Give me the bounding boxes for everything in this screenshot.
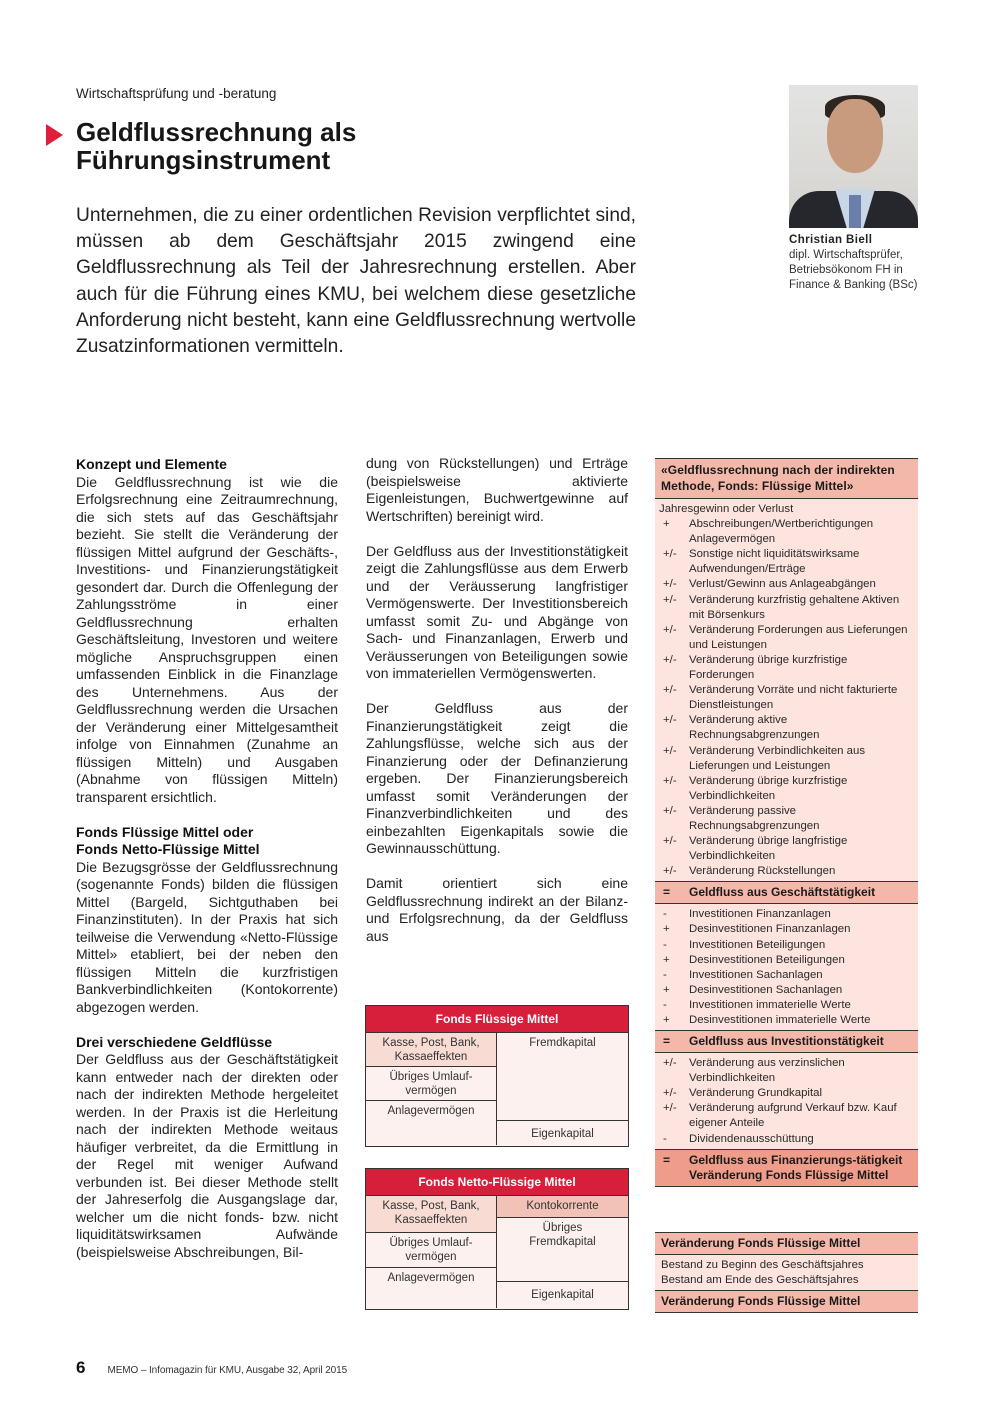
financing-section — [655, 1053, 918, 1149]
article-column-1 — [76, 456, 338, 1261]
table-row: - Investitionen Beteiligungen — [663, 938, 826, 951]
table-row: +/- Veränderung Forderungen aus Lieferungen und Leistungen — [663, 623, 908, 651]
table-row: - Dividendenausschüttung — [663, 1132, 814, 1145]
fund-change-table — [655, 1232, 918, 1313]
paragraph: Der Geldfluss aus der Investitionstätigkeit zeigt die Zahlungsflüsse aus dem Erwerb und der Veräusserung langfristiger Vermögenswerte. Der Investitionsbereich umfasst somit Zu- und Abgänge von Sach- und Finanzanlagen, Erwerb und Veräusserungen von Beteiligungen sowie von immateriellen Vermögenswerten. — [366, 542, 628, 681]
table-row: - Investitionen Sachanlagen — [663, 968, 823, 981]
table-row: + Desinvestitionen Beteiligungen — [663, 953, 845, 966]
fund-cell: Übriges Fremdkapital — [497, 1218, 628, 1282]
fund-cell: Anlagevermögen — [387, 1272, 475, 1284]
fund-change-title: Veränderung Fonds Flüssige Mittel — [655, 1232, 918, 1255]
fund-cell: Anlagevermögen — [387, 1105, 475, 1117]
table-row: +/- Veränderung Rückstellungen — [663, 865, 836, 878]
cashflow-indirect-table — [655, 458, 918, 1187]
table-row: +/- Veränderung Verbindlichkeiten aus Lieferungen und Leistungen — [663, 744, 866, 772]
title-line-1: Geldflussrechnung als — [76, 117, 357, 147]
table-row: +/- Veränderung Grundkapital — [663, 1087, 822, 1100]
fund-cell: Kontokorrente — [497, 1196, 628, 1218]
fund-box-title: Fonds Flüssige Mittel — [366, 1006, 628, 1033]
operating-total-row: = Geldfluss aus Geschäftstätigkeit — [655, 881, 918, 904]
operating-section — [655, 499, 918, 881]
article-column-2 — [366, 455, 628, 945]
paragraph: Der Geldfluss aus der Finanzierungstätigkeit zeigt die Zahlungsflüsse, welche sich aus der Finanzierung oder der Definanzierung ergeben. Der Finanzierungsbereich umfasst somit Veränderungen der Finanzverbindlichkeiten und des einbezahlten Eigenkapitals sowie die Gewinnausschüttung. — [366, 700, 628, 856]
paragraph: Der Geldfluss aus der Geschäftstätigkeit kann entweder nach der direkten oder nach der indirekten Methode hergeleitet werden. In der Praxis ist die Herleitung nach der indirekten Methode weitaus häufiger verbreitet, da die Ermittlung in der Regel mit weniger Aufwand verbunden ist. Bei dieser Methode stellt der Jahreserfolg die Ausgangslage dar, welcher um die nicht fonds- bzw. nicht liquiditätswirksamen Aufwände (beispielsweise Abschreibungen, Bil- — [76, 1051, 338, 1260]
financing-total-row: = Geldfluss aus Finanzierungs-tätigkeit Veränderung Fonds Flüssige Mittel — [655, 1149, 918, 1187]
table-row: +/- Veränderung aufgrund Verkauf bzw. Kauf eigener Anteile — [663, 1102, 897, 1130]
table-row: +/- Veränderung kurzfristig gehaltene Aktiven mit Börsenkurs — [663, 593, 900, 621]
investing-total-row: = Geldfluss aus Investitionstätigkeit — [655, 1030, 918, 1053]
page-footer — [76, 1358, 347, 1378]
table-row: Bestand am Ende des Geschäftsjahres — [661, 1273, 859, 1286]
table-row: +/- Veränderung übrige kurzfristige Verbindlichkeiten — [663, 774, 848, 802]
fund-cell: Kasse, Post, Bank, Kassaeffekten — [366, 1196, 496, 1233]
heading-konzept: Konzept und Elemente — [76, 456, 227, 472]
table-row: + Desinvestitionen Finanzanlagen — [663, 923, 851, 936]
fund-cell: Eigenkapital — [531, 1289, 594, 1301]
table-row: + Desinvestitionen Sachanlagen — [663, 983, 843, 996]
author-role: dipl. Wirtschaftsprüfer, Betriebsökonom FH in Finance & Banking (BSc) — [789, 249, 918, 291]
publication-info: MEMO – Infomagazin für KMU, Ausgabe 32, April 2015 — [107, 1365, 348, 1376]
author-photo — [789, 85, 918, 228]
fund-cell: Fremdkapital — [497, 1033, 628, 1121]
table-row: +/- Verlust/Gewinn aus Anlageabgängen — [663, 578, 876, 591]
author-name: Christian Biell — [789, 234, 873, 246]
fund-change-footer: Veränderung Fonds Flüssige Mittel — [655, 1290, 918, 1313]
table-row: +/- Veränderung Vorräte und nicht fakturierte Dienstleistungen — [663, 684, 898, 712]
fund-change-rows — [655, 1255, 918, 1290]
paragraph: Die Bezugsgrösse der Geldflussrechnung (sogenannte Fonds) bilden die flüssigen Mittel (Bargeld, Sichtguthaben bei Finanzinstituten). In der Praxis hat sich teilweise die Verwendung «Netto-Flüssige Mittel» etabliert, bei der neben den flüssigen Mitteln die kurzfristigen Bankverbindlichkeiten (Kontokorrente) abgezogen werden. — [76, 858, 338, 1015]
paragraph: Damit orientiert sich eine Geldflussrechnung indirekt an der Bilanz- und Erfolgsrechnung, da der Geldfluss aus — [366, 875, 628, 944]
table-row: +/- Veränderung übrige langfristige Verbindlichkeiten — [663, 835, 848, 863]
lead-paragraph: Unternehmen, die zu einer ordentlichen Revision verpflichtet sind, müssen ab dem Geschäftsjahr 2015 zwingend eine Geldflussrechnung als Teil der Jahresrechnung erstellen. Aber auch für die Führung eines KMU, bei welchem diese gesetzliche Anforderung nicht besteht, kann eine Geldflussrechnung wertvolle Zusatzinformationen vermitteln. — [76, 205, 636, 358]
heading-fonds: Fonds Flüssige Mittel oder Fonds Netto-Flüssige Mittel — [76, 823, 260, 857]
table-row: - Investitionen Finanzanlagen — [663, 908, 831, 921]
heading-geldfluesse: Drei verschiedene Geldflüsse — [76, 1033, 273, 1050]
title-line-2: Führungsinstrument — [76, 145, 331, 175]
operating-start: Jahresgewinn oder Verlust — [659, 503, 794, 515]
investing-section — [655, 904, 918, 1030]
fund-box-netto-fluessige-mittel — [365, 1168, 629, 1310]
table-row: + Desinvestitionen immaterielle Werte — [663, 1014, 871, 1026]
table-row: +/- Sonstige nicht liquiditätswirksame Aufwendungen/Erträge — [663, 548, 860, 576]
fund-cell: Übriges Umlauf-vermögen — [366, 1067, 496, 1101]
table-row: + Abschreibungen/Wertberichtigungen Anlagevermögen — [663, 518, 874, 546]
title-text — [76, 118, 496, 174]
table-row: - Investitionen immaterielle Werte — [663, 998, 851, 1011]
table-row: Bestand zu Beginn des Geschäftsjahres — [661, 1259, 864, 1271]
fund-cell: Übriges Umlauf-vermögen — [366, 1233, 496, 1268]
paragraph: dung von Rückstellungen) und Erträge (beispielsweise aktivierte Eigenleistungen, Buchwertgewinne auf Wertschriften) bereinigt wird. — [366, 455, 628, 524]
page-number: 6 — [76, 1358, 86, 1377]
section-label: Wirtschaftsprüfung und -beratung — [76, 86, 277, 101]
title-arrow-icon — [46, 124, 63, 146]
fund-cell: Eigenkapital — [531, 1128, 594, 1140]
paragraph: Die Geldflussrechnung ist wie die Erfolgsrechnung eine Zeitraumrechnung, die sich stets auf das Geschäftsjahr bezieht. Sie stellt die Veränderung der flüssigen Mittel aufgrund der Geschäfts-, Investitions- und Finanzierungstätigkeit gesondert dar. Durch die Offenlegung der Zahlungsströme in einer Geldflussrechnung erhalten Geschäftsleitung, Investoren und weitere mögliche Anspruchsgruppen einen umfassenden Einblick in die Finanzlage des Unternehmens. Aus der Geldflussrechnung werden die Ursachen der Veränderung einer Mittelgesamtheit infolge von Einnahmen (Zunahme an flüssigen Mitteln) und Ausgaben (Abnahme von flüssigen Mitteln) transparent ersichtlich. — [76, 473, 338, 805]
table-row: +/- Veränderung aus verzinslichen Verbindlichkeiten — [663, 1057, 845, 1085]
table-row: +/- Veränderung aktive Rechnungsabgrenzungen — [663, 714, 820, 742]
fund-box-fluessige-mittel — [365, 1005, 629, 1147]
table-row: +/- Veränderung übrige kurzfristige Forderungen — [663, 653, 848, 682]
fund-cell: Kasse, Post, Bank, Kassaeffekten — [366, 1033, 496, 1067]
cashflow-table-title: «Geldflussrechnung nach der indirekten Methode, Fonds: Flüssige Mittel» — [655, 458, 918, 499]
fund-box-title: Fonds Netto-Flüssige Mittel — [366, 1169, 628, 1196]
table-row: +/- Veränderung passive Rechnungsabgrenzungen — [663, 804, 820, 832]
